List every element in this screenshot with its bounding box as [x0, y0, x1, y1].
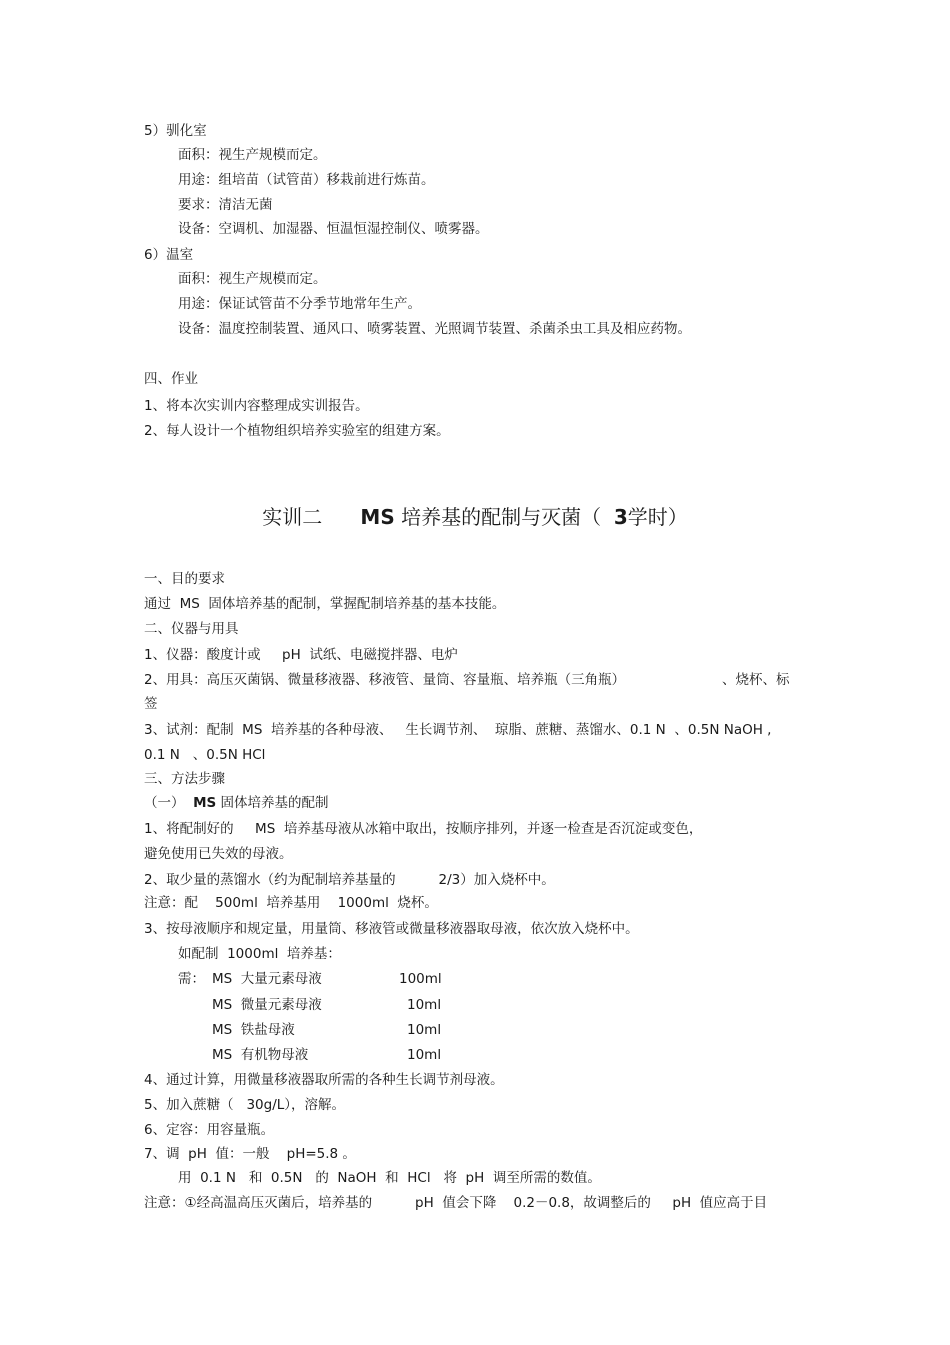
stock-amount: 10ml — [407, 997, 442, 1013]
page-title — [0, 503, 950, 531]
homework-heading: 四、作业 — [144, 371, 198, 387]
step-7-detail: 用 0.1 N 和 0.5N 的 NaOH 和 HCl 将 pH 调至所需的数值。 — [178, 1170, 601, 1186]
instruments-heading: 二、仪器与用具 — [144, 621, 239, 637]
step-1-wrap: 避免使用已失效的母液。 — [144, 846, 293, 862]
stock-amount: 100ml — [399, 971, 442, 987]
item6-heading: 6）温室 — [144, 247, 194, 263]
title-ms: MS — [360, 505, 395, 529]
step-7: 7、调 pH 值：一般 pH=5.8 。 — [144, 1146, 356, 1162]
step-5: 5、加入蔗糖（ 30g/L），溶解。 — [144, 1097, 346, 1113]
note-1: 注意：配 500ml 培养基用 1000ml 烧杯。 — [144, 895, 438, 911]
item5-area: 面积：视生产规模而定。 — [178, 147, 327, 163]
item5-use: 用途：组培苗（试管苗）移栽前进行炼苗。 — [178, 172, 435, 188]
item6-use: 用途：保证试管苗不分季节地常年生产。 — [178, 296, 421, 312]
sub1-rest: 固体培养基的配制 — [216, 795, 329, 811]
title-middle: 培养基的配制与灭菌（ — [394, 505, 614, 529]
stock-name: MS 有机物母液 — [212, 1047, 309, 1063]
step-1: 1、将配制好的 MS 培养基母液从冰箱中取出，按顺序排列，并逐一检查是否沉淀或变色， — [144, 821, 703, 837]
sub1-prefix: （一） — [144, 795, 194, 811]
purpose-heading: 一、目的要求 — [144, 571, 225, 587]
stock-name: MS 大量元素母液 — [212, 971, 322, 987]
title-hours: 3 — [613, 505, 628, 529]
title-suffix: 学时） — [627, 505, 688, 529]
sub1-ms: MS — [193, 795, 217, 811]
need-label: 需： — [178, 971, 205, 987]
item6-equipment: 设备：温度控制装置、通风口、喷雾装置、光照调节装置、杀菌杀虫工具及相应药物。 — [178, 321, 691, 337]
item6-area: 面积：视生产规模而定。 — [178, 271, 327, 287]
step-3: 3、按母液顺序和规定量，用量筒、移液管或微量移液器取母液，依次放入烧杯中。 — [144, 921, 639, 937]
instruments-item-3-wrap: 0.1 N 、0.5N HCl — [144, 747, 266, 763]
instruments-item-2-wrap: 签 — [144, 696, 158, 712]
step-6: 6、定容：用容量瓶。 — [144, 1122, 275, 1138]
instruments-item-2-tail: 、烧杯、标 — [722, 672, 790, 688]
example-line: 如配制 1000ml 培养基： — [178, 946, 341, 962]
step-4: 4、通过计算，用微量移液器取所需的各种生长调节剂母液。 — [144, 1072, 504, 1088]
item5-heading: 5）驯化室 — [144, 123, 207, 139]
item5-requirement: 要求：清洁无菌 — [178, 197, 273, 213]
item5-equipment: 设备：空调机、加湿器、恒温恒湿控制仪、喷雾器。 — [178, 221, 489, 237]
instruments-item-1: 1、仪器：酸度计或 pH 试纸、电磁搅拌器、电炉 — [144, 647, 458, 663]
stock-amount: 10ml — [407, 1022, 442, 1038]
method-heading: 三、方法步骤 — [144, 771, 225, 787]
stock-name: MS 铁盐母液 — [212, 1022, 295, 1038]
title-prefix: 实训二 — [262, 505, 323, 529]
homework-item-1: 1、将本次实训内容整理成实训报告。 — [144, 398, 369, 414]
homework-item-2: 2、每人设计一个植物组织培养实验室的组建方案。 — [144, 423, 450, 439]
step-2: 2、取少量的蒸馏水（约为配制培养基量的 2/3）加入烧杯中。 — [144, 872, 555, 888]
instruments-item-3: 3、试剂：配制 MS 培养基的各种母液、 生长调节剂、 琼脂、蔗糖、蒸馏水、0.1 N 、0.5N NaOH , — [144, 722, 772, 738]
method-subheading-1 — [144, 794, 329, 812]
stock-amount: 10ml — [407, 1047, 442, 1063]
purpose-text: 通过 MS 固体培养基的配制，掌握配制培养基的基本技能。 — [144, 596, 506, 612]
note-2: 注意：①经高温高压灭菌后，培养基的 pH 值会下降 0.2－0.8，故调整后的 pH 值应高于目 — [144, 1195, 768, 1211]
instruments-item-2: 2、用具：高压灭菌锅、微量移液器、移液管、量筒、容量瓶、培养瓶（三角瓶） — [144, 672, 626, 688]
stock-name: MS 微量元素母液 — [212, 997, 322, 1013]
